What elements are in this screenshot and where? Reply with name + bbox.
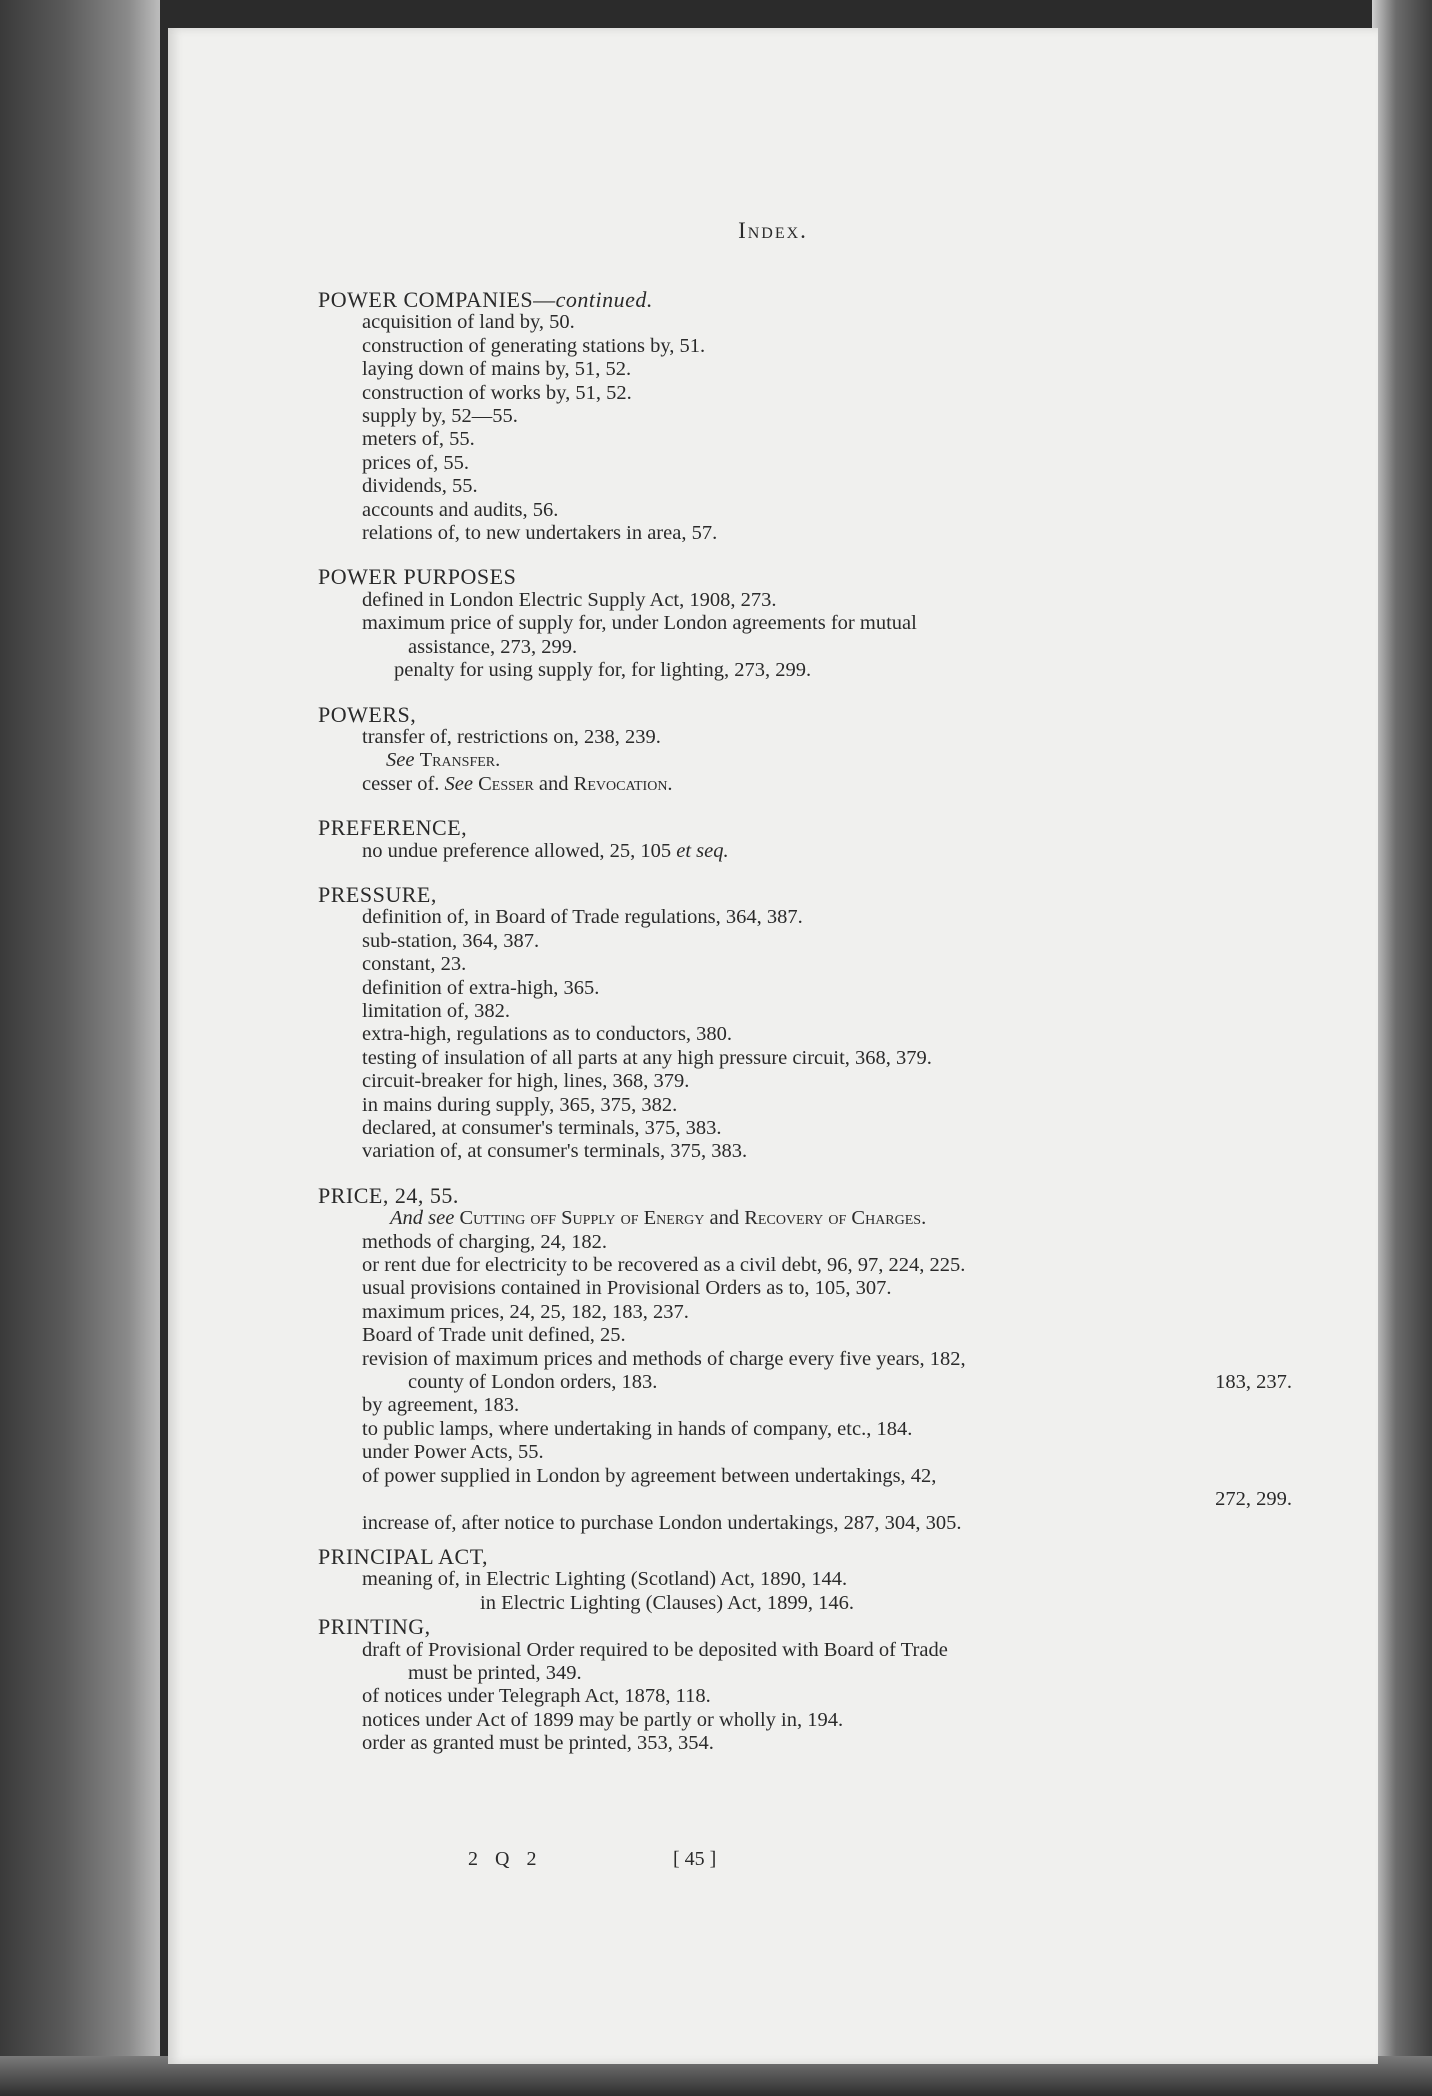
subentry: maximum price of supply for, under London agreements for mutual bbox=[362, 612, 917, 635]
subentry: dividends, 55. bbox=[362, 475, 478, 498]
subentry: construction of works by, 51, 52. bbox=[362, 381, 632, 404]
subentry: relations of, to new undertakers in area, 57. bbox=[362, 522, 718, 545]
index-entry-printing bbox=[318, 1615, 1298, 1755]
subentry: limitation of, 382. bbox=[362, 999, 511, 1022]
book-spine-edge bbox=[0, 0, 160, 2096]
subentry: meters of, 55. bbox=[362, 428, 475, 451]
subentry: extra-high, regulations as to conductors, 380. bbox=[362, 1023, 733, 1046]
subentry: variation of, at consumer's terminals, 375, 383. bbox=[362, 1140, 748, 1163]
subentry: declared, at consumer's terminals, 375, 383. bbox=[362, 1117, 722, 1139]
subentry: methods of charging, 24, 182. bbox=[362, 1230, 608, 1253]
subentry: increase of, after notice to purchase London undertakings, 287, 304, 305. bbox=[362, 1511, 962, 1534]
subentry: circuit-breaker for high, lines, 368, 379. bbox=[362, 1070, 690, 1093]
subentry: draft of Provisional Order required to be deposited with Board of Trade bbox=[362, 1638, 948, 1661]
index-entry-principal-act bbox=[318, 1545, 1298, 1615]
subentry: in mains during supply, 365, 375, 382. bbox=[362, 1093, 678, 1116]
entry-heading: PREFERENCE, bbox=[318, 815, 468, 841]
page-ref-continuation: 272, 299. bbox=[1215, 1488, 1292, 1511]
subentry: usual provisions contained in Provisional Orders as to, 105, 307. bbox=[362, 1277, 892, 1300]
signature-mark: 2 Q 2 bbox=[468, 1848, 543, 1870]
subentry: accounts and audits, 56. bbox=[362, 498, 559, 521]
subentry: prices of, 55. bbox=[362, 451, 470, 474]
subentry: laying down of mains by, 51, 52. bbox=[362, 358, 632, 381]
entry-heading: POWER PURPOSES bbox=[318, 564, 517, 590]
subentry: testing of insulation of all parts at any high pressure circuit, 368, 379. bbox=[362, 1046, 932, 1069]
index-entry-power-purposes bbox=[318, 565, 1298, 682]
subentry: supply by, 52—55. bbox=[362, 405, 518, 428]
subentry: revision of maximum prices and methods of charge every five years, 182, bbox=[362, 1347, 966, 1370]
index-entry-pressure bbox=[318, 883, 1298, 1164]
subentry: sub-station, 364, 387. bbox=[362, 929, 540, 952]
entry-heading: PRESSURE, bbox=[318, 881, 437, 907]
index-entry-powers bbox=[318, 703, 1298, 797]
subentry: maximum prices, 24, 25, 182, 183, 237. bbox=[362, 1300, 689, 1323]
subentry: Board of Trade unit defined, 25. bbox=[362, 1324, 626, 1347]
entry-heading: PRICE, 24, 55. bbox=[318, 1182, 459, 1208]
entry-heading: POWERS, bbox=[318, 701, 417, 727]
subentry: acquisition of land by, 50. bbox=[362, 311, 575, 334]
subentry-continuation: must be printed, 349. bbox=[408, 1661, 582, 1684]
page-ref-continuation: 183, 237. bbox=[1215, 1371, 1292, 1394]
book-page-edges bbox=[1372, 0, 1432, 2096]
page-title: Index. bbox=[738, 218, 808, 243]
subentry: definition of extra-high, 365. bbox=[362, 976, 600, 999]
subentry: penalty for using supply for, for lighting, 273, 299. bbox=[394, 659, 812, 682]
subentry: no undue preference allowed, 25, 105 et seq. bbox=[362, 839, 729, 862]
subentry: of power supplied in London by agreement between undertakings, 42, bbox=[362, 1464, 937, 1487]
subentry: notices under Act of 1899 may be partly or wholly in, 194. bbox=[362, 1708, 844, 1731]
index-entry-price bbox=[318, 1184, 1298, 1535]
subentry: by agreement, 183. bbox=[362, 1394, 520, 1417]
entry-heading: PRINCIPAL ACT, bbox=[318, 1543, 489, 1569]
subentry: transfer of, restrictions on, 238, 239. bbox=[362, 725, 661, 748]
index-page bbox=[168, 28, 1378, 2064]
subentry: or rent due for electricity to be recovered as a civil debt, 96, 97, 224, 225. bbox=[362, 1254, 966, 1277]
entry-heading: POWER COMPANIES—continued. bbox=[318, 287, 653, 312]
subentry: in Electric Lighting (Clauses) Act, 1899, 146. bbox=[480, 1591, 855, 1614]
index-entry-power-companies bbox=[318, 288, 1298, 545]
subentry: definition of, in Board of Trade regulations, 364, 387. bbox=[362, 906, 803, 929]
subentry: order as granted must be printed, 353, 354. bbox=[362, 1732, 714, 1755]
cross-reference: See Transfer. bbox=[386, 749, 501, 772]
subentry-continuation: assistance, 273, 299. bbox=[408, 635, 578, 658]
subentry: constant, 23. bbox=[362, 953, 467, 976]
index-entry-preference bbox=[318, 816, 1298, 863]
subentry: under Power Acts, 55. bbox=[362, 1441, 544, 1464]
subentry: meaning of, in Electric Lighting (Scotland) Act, 1890, 144. bbox=[362, 1568, 848, 1591]
subentry: defined in London Electric Supply Act, 1908, 273. bbox=[362, 588, 777, 611]
entry-heading: PRINTING, bbox=[318, 1614, 431, 1640]
subentry: of notices under Telegraph Act, 1878, 118. bbox=[362, 1685, 711, 1708]
cross-reference: And see Cutting off Supply of Energy and Recovery of Charges. bbox=[390, 1207, 927, 1230]
subentry-continuation: county of London orders, 183. 183, 237. bbox=[408, 1371, 1292, 1394]
subentry: to public lamps, where undertaking in hands of company, etc., 184. bbox=[362, 1417, 913, 1440]
subentry: construction of generating stations by, 51. bbox=[362, 334, 706, 357]
page-number: [ 45 ] bbox=[673, 1848, 717, 1870]
index-body bbox=[318, 288, 1298, 1756]
subentry: cesser of. See Cesser and Revocation. bbox=[362, 772, 673, 795]
